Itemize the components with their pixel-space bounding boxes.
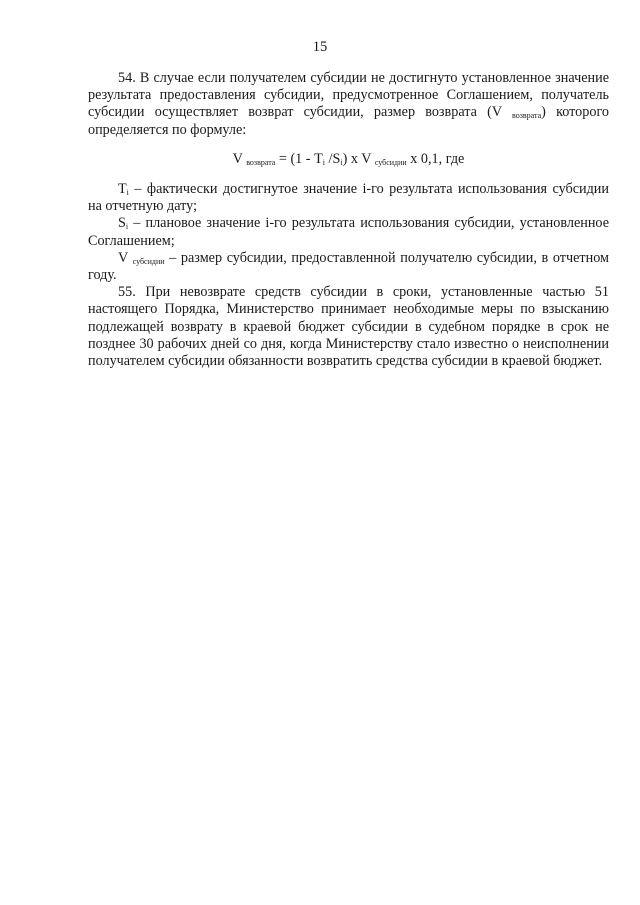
- return-formula: [88, 151, 609, 168]
- definition-s-text: – плановое значение i-го результата использования субсидии, установленное Соглашением;: [88, 215, 609, 249]
- formula-v1-subscript: возврата: [246, 157, 276, 167]
- definition-s-subscript: i: [125, 222, 129, 232]
- paragraph-55: 55. При невозврате средств субсидии в сроки, установленные частью 51 настоящего Порядка, Министерство принимает необходимые меры по взысканию подлежащей возврату в краевой бюджет субсидии в судебном порядке в срок не позднее 30 рабочих дней со дня, когда Министерству стало известно о неисполнении получателем субсидии обязанности возвратить средства субсидии в краевой бюджет.: [88, 284, 609, 370]
- formula-part1: = (1 - T: [275, 150, 323, 167]
- paragraph-54: [88, 70, 609, 139]
- definition-v-subscript: субсидии: [132, 256, 165, 266]
- paragraph-54-tail: ) которого определяется по формуле:: [88, 104, 610, 138]
- page-number: 15: [312, 39, 328, 55]
- definition-v-text: – размер субсидии, предоставленной получателю субсидии, в отчетном году.: [88, 249, 609, 284]
- formula-part3: ) x V: [342, 150, 375, 167]
- formula-v1: V: [232, 150, 247, 167]
- paragraph-54-subscript: возврата: [512, 111, 542, 121]
- definition-t: [88, 181, 609, 215]
- definition-t-symbol: T: [118, 181, 127, 198]
- definition-v: [88, 250, 609, 284]
- definition-t-text: – фактически достигнутое значение i-го результата использования субсидии на отчетную дату;: [88, 181, 609, 215]
- definition-s: [88, 215, 609, 249]
- definition-t-subscript: i: [126, 188, 129, 198]
- formula-s-subscript: i: [340, 157, 343, 167]
- formula-part4: x 0,1, где: [406, 150, 465, 167]
- paragraph-54-text: 54. В случае если получателем субсидии не достигнуто установленное значение результата предоставления субсидии, предусмотренное Соглашением, получатель субсидии осуществляет возврат субсидии, размер возврата (V: [88, 70, 609, 121]
- definition-v-symbol: V: [118, 249, 133, 266]
- formula-t-subscript: i: [322, 157, 325, 167]
- document-body: [88, 70, 609, 370]
- formula-part2: /S: [324, 150, 341, 167]
- definition-s-symbol: S: [118, 215, 126, 232]
- formula-v2-subscript: субсидии: [374, 157, 407, 167]
